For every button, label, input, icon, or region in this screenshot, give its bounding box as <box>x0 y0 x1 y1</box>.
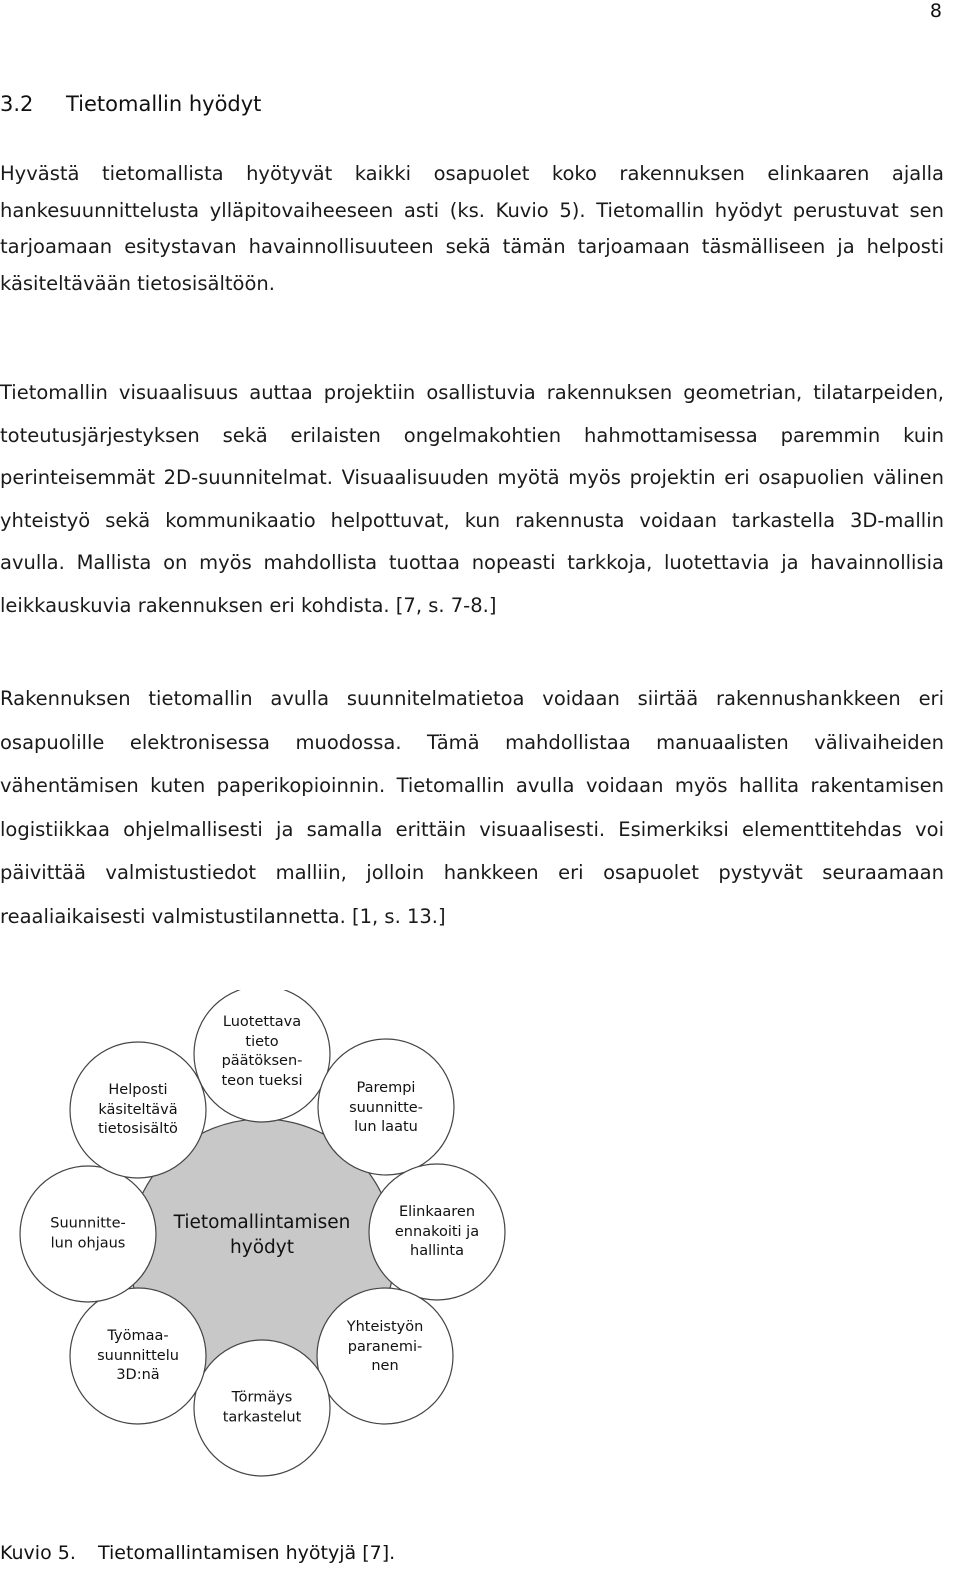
paragraph-2: Tietomallin visuaalisuus auttaa projektiin osallistuvia rakennuksen geometrian, tilatarpeiden, toteutusjärjestyksen sekä erilaisten ongelmakohtien hahmottamisessa paremmin kuin perinteisemmät 2D-suunnitelmat. Visuaalisuuden myötä myös projektin eri osapuolien välinen yhteistyö sekä kommunikaatio helpottuvat, kun rakennusta voidaan tarkastella 3D-mallin avulla. Mallista on myös mahdollista tuottaa nopeasti tarkkoja, luotettavia ja havainnollisia leikkauskuvia rakennuksen eri kohdista. [7, s. 7-8.] <box>0 381 944 617</box>
benefit-label-parempi-suunnittelun-laatu: Parempi suunnitte- lun laatu <box>349 1079 423 1135</box>
center-label: Tietomallintamisen hyödyt <box>173 1212 351 1258</box>
caption-number: Kuvio 5. <box>0 1542 76 1564</box>
benefit-label-luotettava-tieto: Luotettava tieto päätöksen- teon tueksi <box>221 1014 303 1089</box>
benefit-label-helposti-kasiteltava-tietosisalto: Helposti käsiteltävä tietosisältö <box>98 1081 178 1137</box>
caption-text: Tietomallintamisen hyötyjä [7]. <box>98 1542 396 1564</box>
figure-caption <box>0 1542 395 1564</box>
benefit-label-tyomaasuunnittelu-3d: Työmaa- suunnittelu 3D:nä <box>97 1327 179 1383</box>
diagram-shapes <box>0 990 960 1530</box>
paragraph-3: Rakennuksen tietomallin avulla suunnitelmatietoa voidaan siirtää rakennushankkeen eri osapuolille elektronisessa muodossa. Tämä mahdollistaa manuaalisten välivaiheiden vähentämisen kuten paperikopioinnin. Tietomallin avulla voidaan myös hallita rakentamisen logistiikkaa ohjelmallisesti ja samalla erittäin visuaalisesti. Esimerkiksi elementtitehdas voi päivittää valmistustiedot malliin, jolloin hankkeen eri osapuolet pystyvät seuraamaan reaaliaikaisesti valmistustilannetta. [1, s. 13.] <box>0 687 944 928</box>
section-heading <box>0 92 261 116</box>
section-title: Tietomallin hyödyt <box>66 92 262 116</box>
paragraph-1: Hyvästä tietomallista hyötyvät kaikki osapuolet koko rakennuksen elinkaaren ajalla hankesuunnittelusta ylläpitovaiheeseen asti (ks. Kuvio 5). Tietomallin hyödyt perustuvat sen tarjoamaan esitystavan havainnollisuuteen sekä tämän tarjoamaan täsmälliseen ja helposti käsiteltävään tietosisältöön. <box>0 162 944 295</box>
benefit-label-elinkaaren-hallinta: Elinkaaren ennakoiti ja hallinta <box>394 1203 480 1259</box>
benefit-label-suunnittelun-ohjaus: Suunnitte- lun ohjaus <box>50 1215 126 1251</box>
benefits-diagram <box>0 990 960 1530</box>
section-number: 3.2 <box>0 92 34 116</box>
benefit-label-yhteistyon-paraneminen: Yhteistyön paranemi- nen <box>346 1318 424 1374</box>
benefit-label-tormaystarkastelut: Törmäys tarkastelut <box>222 1389 302 1425</box>
page-number: 8 <box>929 0 942 22</box>
